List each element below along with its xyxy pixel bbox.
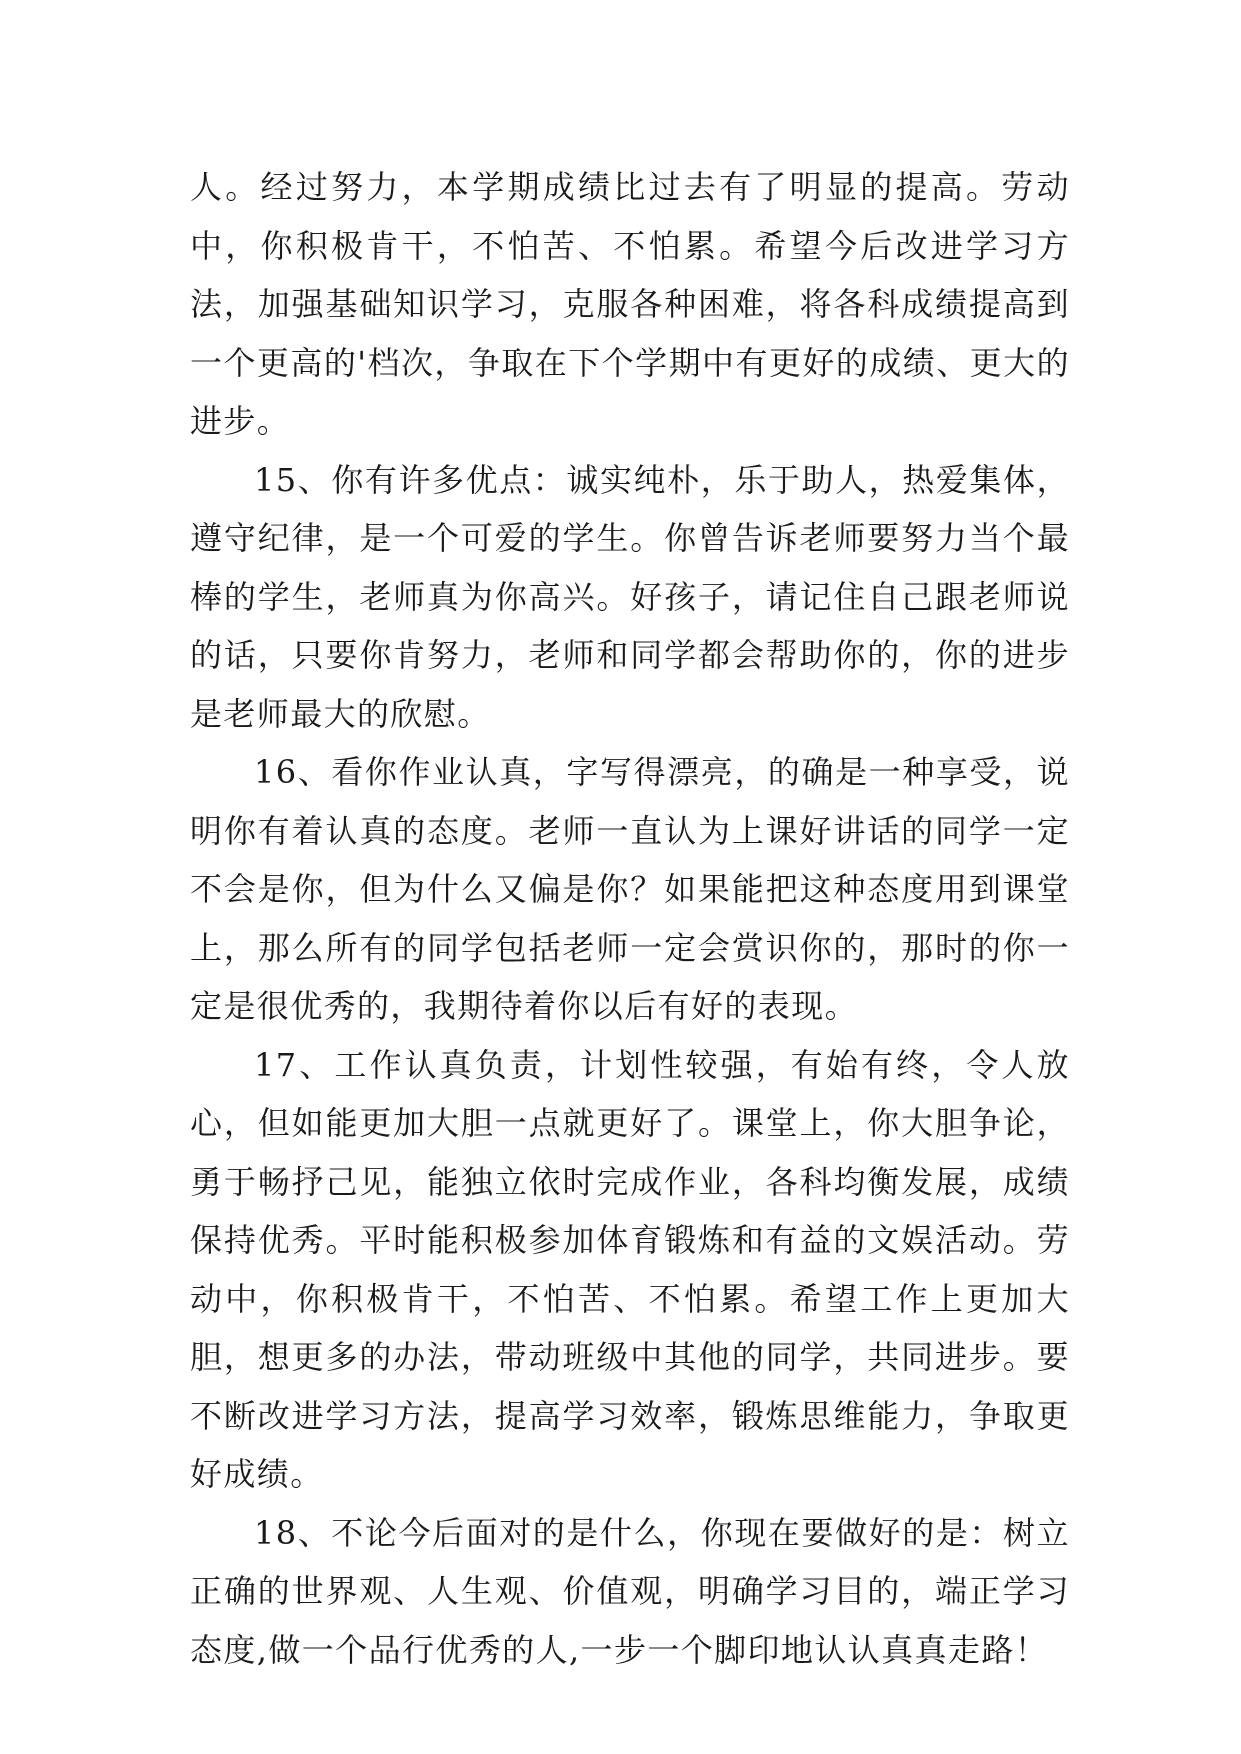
paragraph-16: 16、看你作业认真，字写得漂亮，的确是一种享受，说明你有着认真的态度。老师一直认为上课好讲话的同学一定不会是你，但为什么又偏是你？如果能把这种态度用到课堂上，那么所有的同学包括老师一定会赏识你的，那时的你一定是很优秀的，我期待着你以后有好的表现。	[190, 753, 1070, 1025]
paragraph-18: 18、不论今后面对的是什么，你现在要做好的是：树立正确的世界观、人生观、价值观，明确学习目的，端正学习态度,做一个品行优秀的人,一步一个脚印地认认真真走路！	[190, 1513, 1070, 1669]
paragraph-15: 15、你有许多优点：诚实纯朴，乐于助人，热爱集体，遵守纪律，是一个可爱的学生。你曾告诉老师要努力当个最棒的学生，老师真为你高兴。好孩子，请记住自己跟老师说的话，只要你肯努力，老师和同学都会帮助你的，你的进步是老师最大的欣慰。	[190, 460, 1070, 733]
paragraph-17: 17、工作认真负责，计划性较强，有始有终，令人放心，但如能更加大胆一点就更好了。课堂上，你大胆争论，勇于畅抒己见，能独立依时完成作业，各科均衡发展，成绩保持优秀。平时能积极参加体育锻炼和有益的文娱活动。劳动中，你积极肯干，不怕苦、不怕累。希望工作上更加大胆，想更多的办法，带动班级中其他的同学，共同进步。要不断改进学习方法，提高学习效率，锻炼思维能力，争取更好成绩。	[190, 1045, 1070, 1493]
paragraph-continued: 人。经过努力，本学期成绩比过去有了明显的提高。劳动中，你积极肯干，不怕苦、不怕累。希望今后改进学习方法，加强基础知识学习，克服各种困难，将各科成绩提高到一个更高的'档次，争取在下个学期中有更好的成绩、更大的进步。	[190, 168, 1070, 440]
document-body	[190, 158, 1070, 1679]
